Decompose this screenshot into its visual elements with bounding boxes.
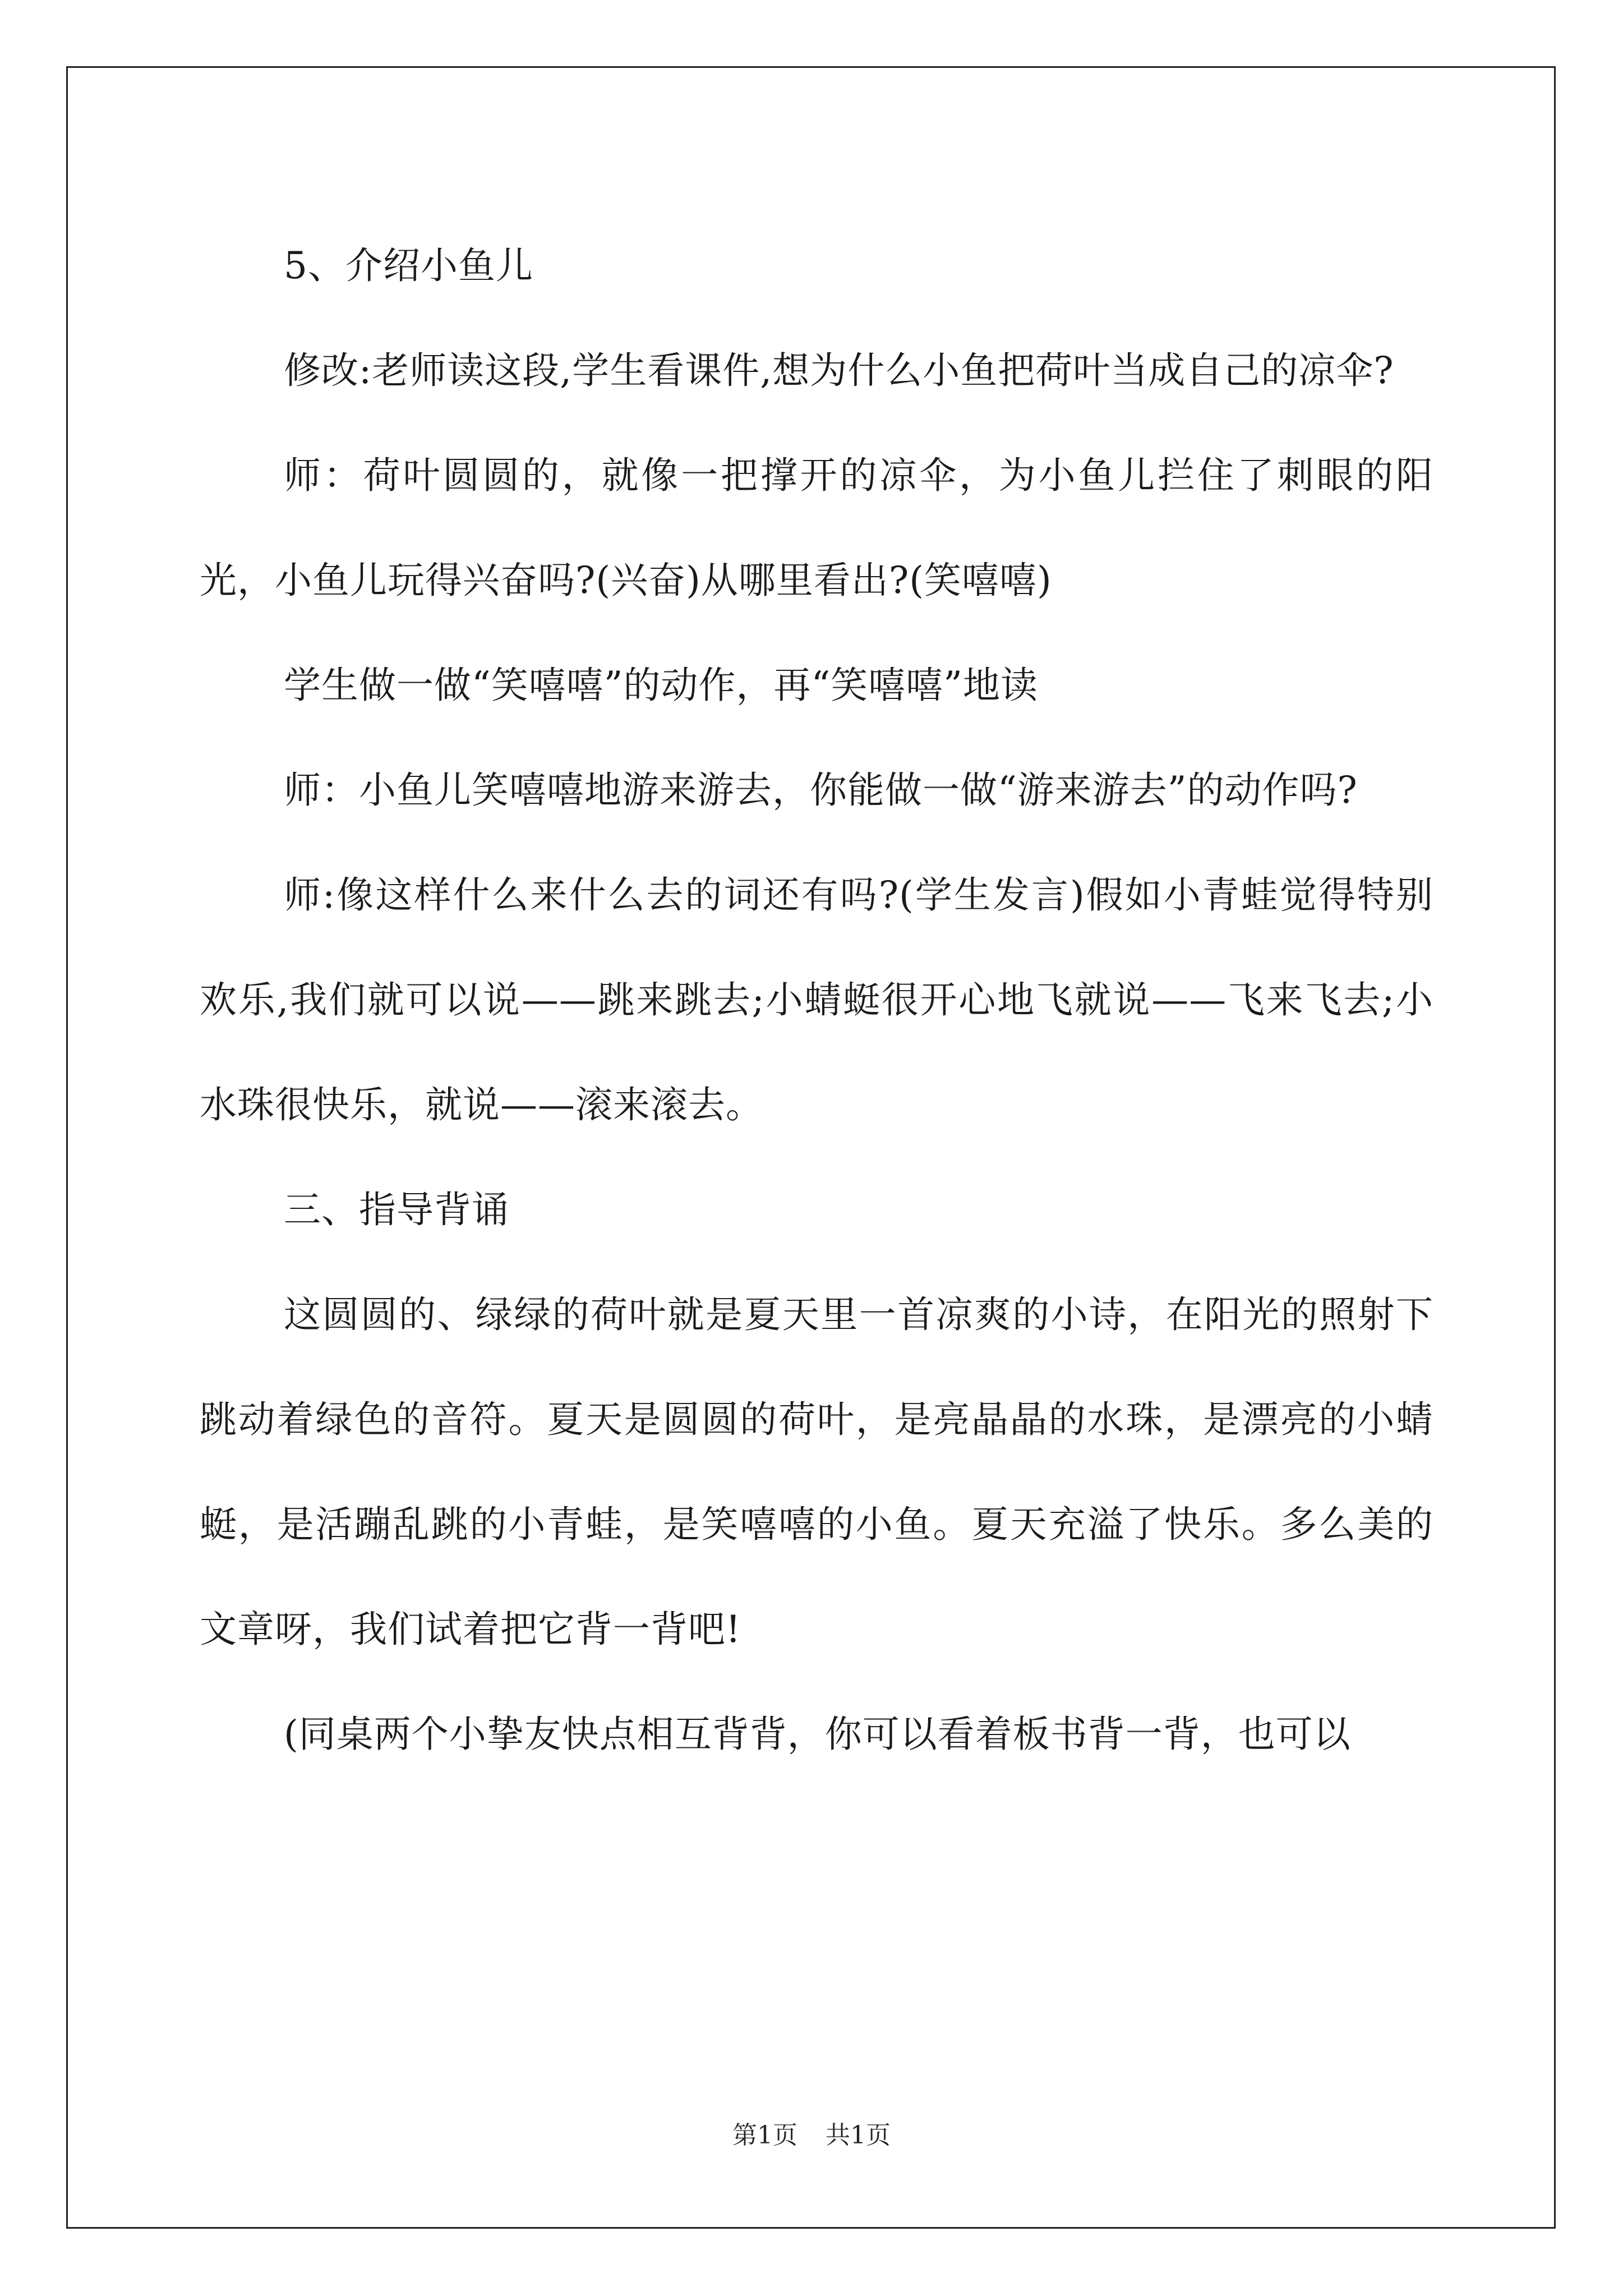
page-footer: [0, 2115, 1623, 2151]
paragraph: 三、指导背诵: [284, 1188, 509, 1231]
paragraph: 师：小鱼儿笑嘻嘻地游来游去，你能做一做“游来游去”的动作吗?: [284, 769, 1358, 812]
paragraph: 5、介绍小鱼儿: [284, 244, 533, 287]
page-number: 第1页: [732, 2121, 797, 2150]
paragraph: (同桌两个小挚友快点相互背背，你可以看着板书背一背，也可以: [284, 1713, 1351, 1756]
paragraph: 师:像这样什么来什么去的词还有吗?(学生发言)假如小青蛙觉得特别欢乐,我们就可以说——跳来跳去;小蜻蜓很开心地飞就说——飞来飞去;小水珠很快乐，就说——滚来滚去。: [200, 873, 1433, 1126]
page-total: 共1页: [826, 2121, 891, 2150]
paragraph: 学生做一做“笑嘻嘻”的动作，再“笑嘻嘻”地读: [284, 664, 1038, 707]
document-body: [200, 213, 1433, 1787]
paragraph: 师：荷叶圆圆的，就像一把撑开的凉伞，为小鱼儿拦住了刺眼的阳光，小鱼儿玩得兴奋吗?(兴奋)从哪里看出?(笑嘻嘻): [200, 454, 1433, 602]
paragraph: 这圆圆的、绿绿的荷叶就是夏天里一首凉爽的小诗，在阳光的照射下跳动着绿色的音符。夏天是圆圆的荷叶，是亮晶晶的水珠，是漂亮的小蜻蜓，是活蹦乱跳的小青蛙，是笑嘻嘻的小鱼。夏天充溢了快乐。多么美的文章呀，我们试着把它背一背吧!: [200, 1293, 1433, 1651]
paragraph: 修改:老师读这段,学生看课件,想为什么小鱼把荷叶当成自己的凉伞?: [284, 349, 1394, 392]
